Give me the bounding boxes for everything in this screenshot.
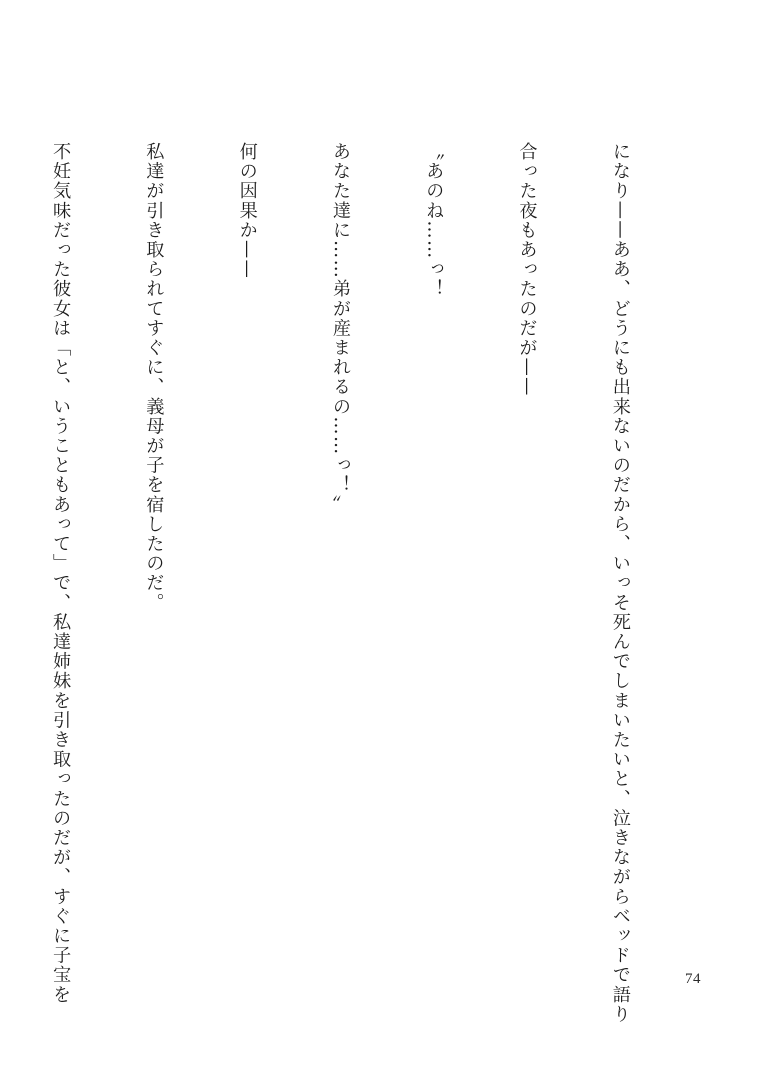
text-line: になり——ああ、どうにも出来ないのだから、いっそ死んでしまいたいと、泣きながらベッドで語り	[609, 142, 631, 1024]
text-line: 不妊気味だった彼女は「と、いうこともあって」で、私達姉妹を引き取ったのだが、すぐに子宝を	[50, 142, 72, 1005]
text-line: 〝あのね……っ！	[423, 142, 445, 299]
text-line: 私達が引き取られてすぐに、義母が子を宿したのだ。	[143, 142, 165, 613]
page-number: 74	[685, 971, 701, 987]
text-line: 合った夜もあったのだが——	[516, 142, 538, 397]
text-line: あなた達に……弟が産まれるの……っ！〟	[329, 142, 351, 515]
text-line: 何の因果か——	[236, 142, 258, 280]
